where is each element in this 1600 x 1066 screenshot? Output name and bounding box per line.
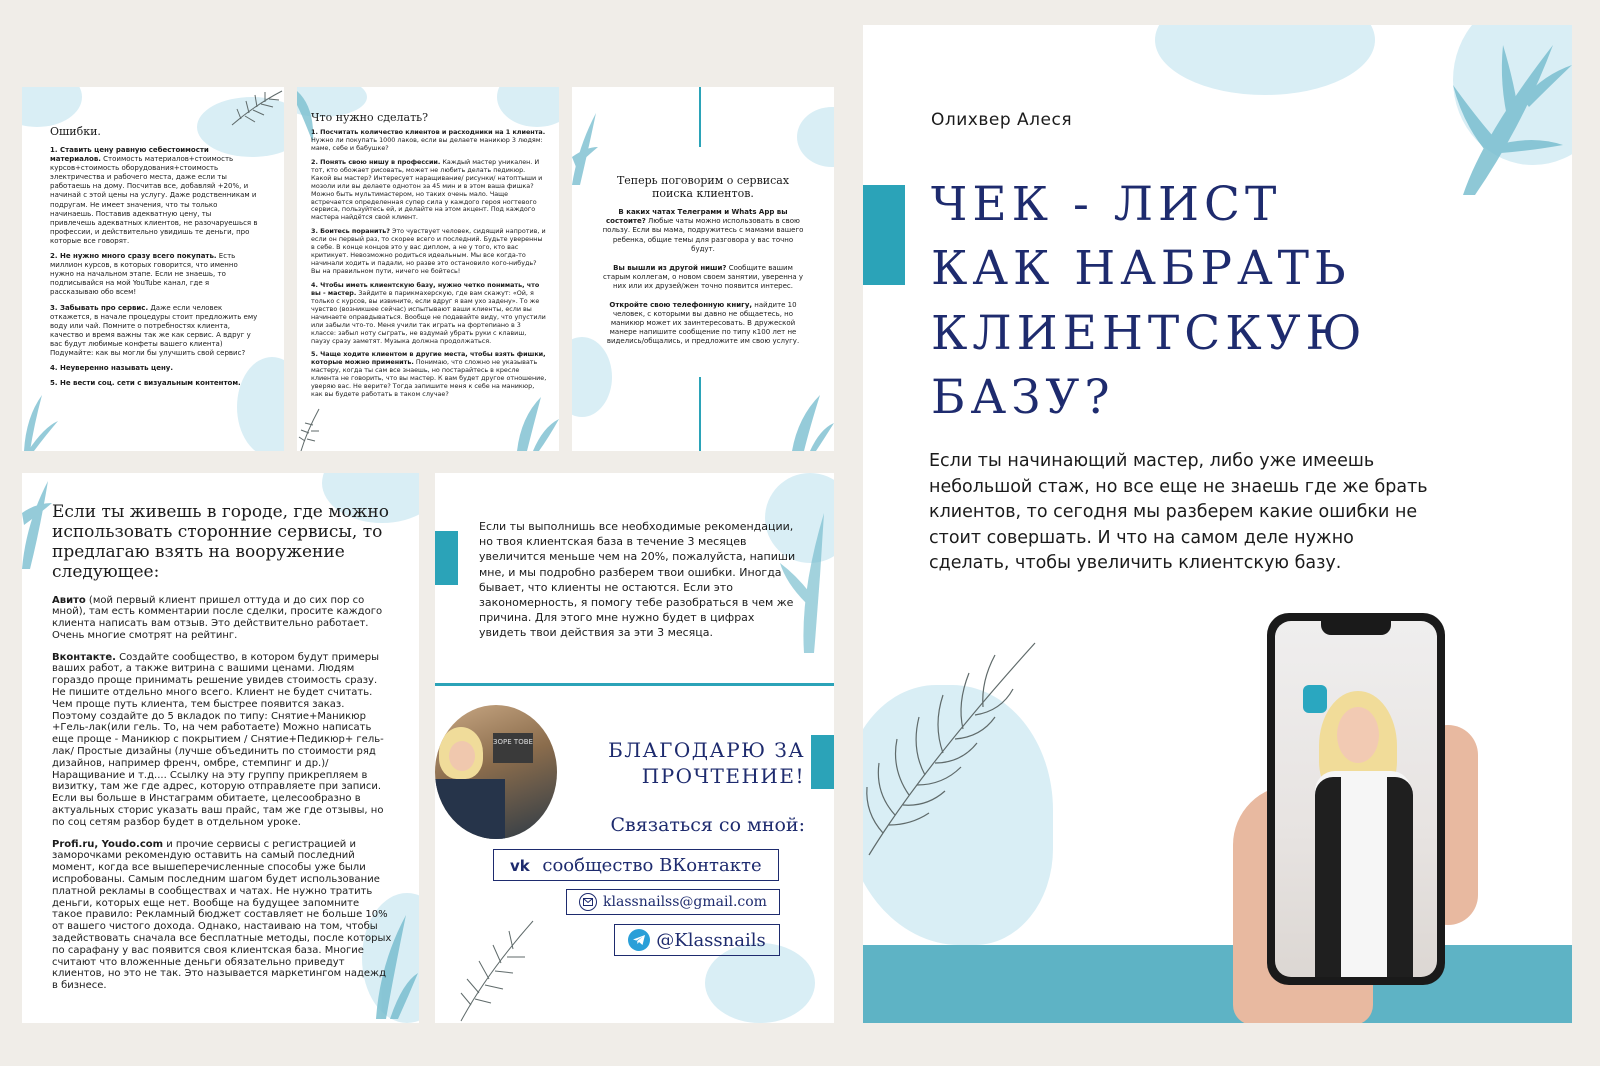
telegram-link[interactable] <box>614 924 780 956</box>
phone-screen <box>1275 621 1437 977</box>
list-item <box>311 228 547 276</box>
vk-link[interactable] <box>493 849 779 881</box>
email-link[interactable] <box>566 889 780 915</box>
what-to-do-list <box>311 129 547 399</box>
leaf-icon <box>572 107 600 187</box>
thanks-intro: Если ты выполнишь все необходимые рекомендации, но твоя клиентская база в течение 3 месяцев увеличится меньше чем на 20%, пожалуйста, напиши мне, и мы подробно разберем твои ошибки. Иногда бывает, что клиенты не остаются. Если это закономерность, я помогу тебе разобраться в чем же причина. Для этого мне нужно будет в цифрах увидеть твои действия за эти 3 месяца. <box>479 520 796 640</box>
list-item-lead: Вконтакте. <box>52 651 116 663</box>
leaf-icon <box>457 913 537 1023</box>
author-name: Олихвер Алеся <box>931 110 1073 130</box>
portrait-vest-right <box>1387 777 1413 977</box>
leaf-icon <box>22 473 52 573</box>
list-item <box>600 301 806 346</box>
list-item <box>600 208 806 253</box>
cover-intro: Если ты начинающий мастер, либо уже имеешь небольшой стаж, но все еще не знаешь где же брать клиентов, то сегодня мы разберем какие ошибки не стоит совершать. И что на самом деле нужно сделать, чтобы увеличить клиентскую базу. <box>929 451 1428 574</box>
list-item-lead: 4. Неуверенно называть цену. <box>50 364 174 373</box>
list-item <box>311 159 547 223</box>
errors-content <box>50 125 258 394</box>
third-party-content <box>52 503 392 1002</box>
leaf-icon <box>297 407 323 451</box>
list-item-text: Каждый мастер уникален. И тот, кто обожает рисовать, может не любить делать педикюр. Какой вы мастер? Интересует наращивание/ рисунки/ натоптыши и мозоли или вы делаете однотон за 45 мин и в этом ваша фишка? Можно быть мультимастером, но таких очень мало. Чаще встречается определенная супер сила у каждого героя ногтевого сервиса, пользуйтесь ей, и делайте на этом акцент. Под каждого мастера найдётся свой клиент. <box>311 157 543 222</box>
accent-block <box>811 735 834 789</box>
cover-bottom-band <box>863 945 1572 1023</box>
list-item-lead: 2. Понять свою нишу в профессии. <box>311 157 441 166</box>
what-to-do-content <box>311 111 547 405</box>
page-errors <box>22 87 284 451</box>
list-item <box>50 146 258 246</box>
phone-notch <box>1321 621 1391 635</box>
cover-title-line: КАК НАБРАТЬ <box>931 241 1351 297</box>
list-item-text: найдите 10 человек, с которыми вы давно не общаетесь, но маникюр может их заинтересовать. В дружеской манере напишите сообщение по типу к100 лет не виделись/общались, и предложите им свою услугу. <box>606 301 800 346</box>
contact-heading: Связаться со мной: <box>610 814 805 836</box>
cover-title <box>931 173 1551 431</box>
accent-line <box>699 87 701 147</box>
page-third-party-services <box>22 473 419 1023</box>
list-item <box>52 595 392 642</box>
list-item <box>311 351 547 399</box>
author-face <box>449 741 475 771</box>
leaf-icon <box>227 87 284 129</box>
list-item <box>52 839 392 992</box>
telegram-icon <box>628 929 650 951</box>
list-item-lead: Авито <box>52 594 86 606</box>
portrait-nail-polish <box>1303 685 1327 713</box>
decor-blob <box>1155 25 1375 95</box>
list-item-text: (мой первый клиент пришел оттуда и до сих пор со мной), там есть комментарии после сделки, просите каждого клиента написать вам отзыв. Это действительно работает. Очень многие смотрят на рейтинг. <box>52 594 383 641</box>
list-item <box>50 364 258 373</box>
list-item-lead: Вы вышли из другой ниши? <box>613 263 727 272</box>
errors-list <box>50 146 258 388</box>
list-item-text: и прочие сервисы с регистрацией и заморочками рекомендую оставить на самый последний момент, когда все вышеперечисленные способы уже были испробованы. Самым последним шагом будет использование платной рекламы в сообществах и чатах. Не нужно тратить деньги, которых еще нет. Вообще на будущее запомните такое правило: Рекламный бюджет составляет не больше 10% от вашего чистого дохода. Однако, настаиваю на том, чтобы задействовать сначала все бесплатные методы, после которых по сарафану у вас появится своя клиентская база. Многие считают что вложенные деньги обязательно приведут клиентов, но это не так. Это называется маркетингом надежд в бизнесе. <box>52 838 392 992</box>
list-item <box>50 304 258 359</box>
list-item-lead: Откройте свою телефонную книгу, <box>609 301 753 310</box>
list-item <box>50 252 258 297</box>
list-item <box>52 652 392 829</box>
svg-text:vk: vk <box>510 857 531 873</box>
cover-title-line: КЛИЕНТСКУЮ <box>931 305 1367 361</box>
list-item-lead: 3. Забывать про сервис. <box>50 303 149 312</box>
email-icon <box>579 893 597 911</box>
list-item-lead: 1. Посчитать количество клиентов и расходники на 1 клиента. <box>311 128 546 136</box>
list-item-lead: 5. Не вести соц. сети с визуальным контентом. <box>50 379 241 388</box>
accent-block <box>435 531 458 585</box>
leaf-icon <box>863 637 1043 857</box>
accent-block <box>863 185 905 285</box>
list-item <box>600 264 806 291</box>
decor-blob <box>797 107 834 167</box>
divider-line <box>435 683 834 686</box>
list-item <box>50 379 258 388</box>
cover-title-line: ЧЕК - ЛИСТ <box>931 177 1282 232</box>
list-item <box>311 282 547 346</box>
leaf-icon <box>782 387 834 451</box>
list-item <box>311 129 547 153</box>
decor-blob <box>22 87 82 127</box>
telegram-label: @Klassnails <box>656 929 766 951</box>
third-party-heading: Если ты живешь в городе, где можно использовать сторонние сервисы, то предлагаю взять на вооружение следующее: <box>52 502 389 582</box>
list-item-lead: 3. Боитесь поранить? <box>311 227 390 236</box>
portrait-vest-left <box>1315 777 1341 977</box>
list-item-text: Стоимость материалов+стоимость курсов+стоимость оборудования+стоимость электричества и рабочего места, даже если ты работаешь на дому. Посчитав все, добавляй +20%, и начинай с этой цены на услугу. Даже родственникам и подругам. Не имеет значения, что ты только начинаешь. Поставив адекватную цену, ты привлечешь адекватных клиентов, не разочаруешься в профессии, и действительно увидишь те деньги, про которые все говорят. <box>50 155 258 245</box>
accent-line <box>699 377 701 451</box>
list-item-text: Это чувствует человек, сидящий напротив, и если он первый раз, то скорее всего и последний. Будьте уверенны в себе. В конце концов это у вас диплом, а не у того, кто вас критикует. Невозможно родиться идеальным. Мы все когда-то начинали ходить и падали, но разве это остановило кого-нибудь? Вы на правильном пути, ничего не бойтесь! <box>311 227 546 275</box>
cover-title-line: БАЗУ? <box>931 370 1115 426</box>
list-item-lead: 5. Чаще ходите клиентом в другие места, чтобы взять фишки, которые можно применить. <box>311 350 546 367</box>
photo-sign: ЗОРЕ ТОВЕ <box>493 733 533 763</box>
list-item-lead: Profi.ru, Youdo.com <box>52 838 164 850</box>
list-item-text: Понимаю, что сложно не указывать мастеру, когда ты сам все знаешь, но постарайтесь в кресле клиента не говорить, что вы мастер. К вам будет другое отношение, уверяю вас. Не верите? Тогда запишите меня к себе на маникюр, как вы будете работать в таком случае? <box>311 358 547 399</box>
list-item-text: Даже если человек откажется, в начале процедуры стоит предложить ему воду или чай. Помните о потребностях клиента, качество и время важны так же как сервис. А вдруг у вас будут любимые конфеты вашего клиента) Подумайте: как вы могли бы улучшить свой сервис? <box>50 303 258 357</box>
list-item-text: Есть миллион курсов, в которых говорится, что именно нужно на начальном этапе. Если не знаешь, то подписывайся на мой YouTube канал, где я рассказываю обо всем! <box>50 252 238 297</box>
what-to-do-heading: Что нужно сделать? <box>311 111 429 124</box>
services-list <box>600 208 806 346</box>
thanks-title-line1: БЛАГОДАРЮ ЗА <box>608 738 805 762</box>
portrait-face <box>1337 707 1379 763</box>
email-label: klassnailss@gmail.com <box>603 894 767 910</box>
list-item-text: Создайте сообщество, в котором будут примеры ваших работ, а также витрина с вашими ценами. Людям гораздо проще принимать решение увидев стоимость сразу. Не пишите отдельно много всего. Клиент не будет считать. Чем проще путь клиента, тем быстрее появится заказ. Поэтому создайте до 5 вкладок по типу: Снятие+Маникюр +Гель-лак(или гель. То, на чем работаете) Можно написать еще проще - Маникюр с покрытием / Снятие+Педикюр+ гель-лак/ Простые дизайны (лучше объединить по стоимости ряд дизайнов, например френч, омбре, стемпинг и др.)/Наращивание и т.д.... Ссылку на эту группу прикрепляем в визитку, там же где адрес, которую отправляете при записи. Если вы больше в Инстаграмм обитаете, целесообразно в актуальных сторис указать ваш прайс, там же где отзывы, но по соц сетям разбор будет в отдельном уроке. <box>52 651 384 828</box>
vk-label: сообщество ВКонтакте <box>542 854 762 876</box>
thanks-title-line2: ПРОЧТЕНИЕ! <box>641 764 805 788</box>
list-item-text: Зайдите в парикмахерскую, где вам скажут: «Ой, я только с курсов, вы извините, если вдруг я вам ухо задену». То же чувство (возникшее сейчас) испытывают ваши клиенты, если вы начинаете оправдываться. Вообще не подавайте виду, что упустили или забыли что-то. Меня учили так играть на фортепиано в 3 классе: забыл ноту сыграть, не вздумай убрать руки с клавиш, паузу сразу заметят. Музыка должна продолжаться. <box>311 288 546 345</box>
page-cover <box>863 25 1572 1023</box>
vk-icon <box>510 857 536 873</box>
services-heading: Теперь поговорим о сервисах поиска клиентов. <box>616 174 790 200</box>
list-item-lead: 2. Не нужно много сразу всего покупать. <box>50 252 217 261</box>
page-services <box>572 87 834 451</box>
page-thanks-contacts <box>435 473 834 1023</box>
list-item-text: Нужно ли покупать 1000 лаков, если вы делаете маникюр 3 людям: маме, себе и бабушке? <box>311 135 543 152</box>
list-item-lead: 1. Ставить цену равную себестоимости материалов. <box>50 146 209 164</box>
errors-heading: Ошибки. <box>50 125 101 138</box>
list-item-lead: В каких чатах Телеграмм и Whats App вы состоите? <box>606 208 788 226</box>
list-item-text: Любые чаты можно использовать в свою пользу. Если вы мама, подружитесь с мамами вашего ребенка, общие темы для разговора у вас точно будут. <box>602 217 804 253</box>
third-party-list <box>52 595 392 993</box>
phone-frame <box>1267 613 1445 985</box>
thanks-title <box>565 737 805 789</box>
services-content <box>600 175 806 357</box>
page-what-to-do <box>297 87 559 451</box>
leaf-icon <box>1423 25 1572 195</box>
list-item-lead: 4. Чтобы иметь клиентскую базу, нужно четко понимать, что вы - мастер. <box>311 280 540 297</box>
list-item-text: Сообщите вашим старым коллегам, о новом своем занятии, уверенна у них или их друзей/жен точно появится интерес. <box>602 263 804 290</box>
